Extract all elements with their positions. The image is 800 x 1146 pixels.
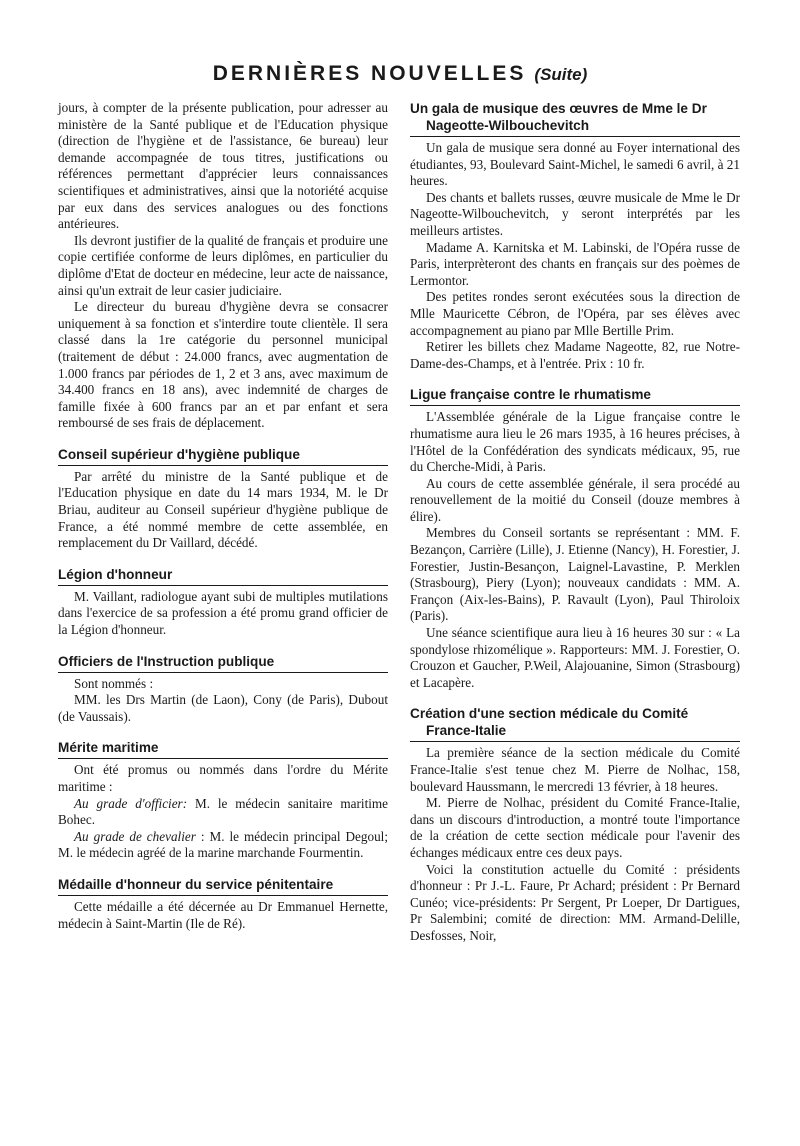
header-title: DERNIÈRES NOUVELLES: [212, 62, 527, 85]
section-title: Officiers de l'Instruction publique: [58, 653, 388, 673]
grade-label: Au grade d'officier:: [74, 795, 188, 811]
grade-label: Au grade de chevalier: [74, 828, 196, 844]
section-title: Légion d'honneur: [58, 566, 388, 586]
paragraph: Des chants et ballets russes, œuvre musicale de Mme le Dr Nageotte-Wilbouchevitch, y seront interprétés par les meilleurs artistes.: [410, 189, 740, 238]
paragraph: Ont été promus ou nommés dans l'ordre du Mérite maritime :: [58, 762, 388, 794]
section-title: Conseil supérieur d'hygiène publique: [58, 446, 388, 466]
section-title: Mérite maritime: [58, 739, 388, 759]
paragraph: L'Assemblée générale de la Ligue française contre le rhumatisme aura lieu le 26 mars 1935, à 16 heures précises, à l'Hôtel de la Confédération des syndicats médicaux, 95, rue du Cherche-Midi, à Paris.: [410, 409, 740, 475]
grade-text: : M. le médecin principal Degoul; M. le médecin agréé de la marine marchande Fourmentin.: [58, 828, 388, 861]
section-merite: [58, 739, 388, 862]
paragraph: Cette médaille a été décernée au Dr Emmanuel Hernette, médecin à Saint-Martin (Ile de Ré).: [58, 898, 388, 931]
paragraph: Membres du Conseil sortants se représentant : MM. F. Bezançon, Carrière (Lille), J. Etienne (Nancy), H. Forestier, J. Forestier, Justin-Besançon, Laignel-Lavastine, P. Merklen (Strasbourg), Piery (Lyon); nouveaux candidats : MM. A. Françon (Aix-les-Bains), P. Ravault (Lyon), Paul Thiroloix (Paris).: [410, 525, 740, 624]
section-title-line: Création d'une section médicale du Comité: [410, 706, 689, 722]
paragraph: [58, 829, 388, 862]
section-france-italie: [410, 705, 740, 944]
section-title: [410, 100, 740, 137]
right-column: [410, 100, 740, 945]
paragraph: Ils devront justifier de la qualité de français et produire une copie certifiée conforme de leurs diplômes, en particulier du diplôme d'Etat de docteur en médecine, leur acte de naissance, ainsi qu'un extrait de leur casier judiciaire.: [58, 232, 388, 298]
section-title: Médaille d'honneur du service pénitentaire: [58, 876, 388, 896]
paragraph: Sont nommés :: [74, 675, 154, 691]
section-ligue: [410, 386, 740, 691]
header-suite: (Suite): [534, 65, 588, 84]
page-header: [0, 62, 800, 86]
paragraph: Madame A. Karnitska et M. Labinski, de l'Opéra russe de Paris, interprèteront des chants en français sur des poèmes de Lermontor.: [410, 239, 740, 288]
section-conseil: [58, 446, 388, 552]
paragraph: MM. les Drs Martin (de Laon), Cony (de Paris), Dubout (de Vaussais).: [58, 692, 388, 724]
grade-text: M. le médecin sanitaire maritime Bohec.: [58, 795, 389, 828]
paragraph: M. Pierre de Nolhac, président du Comité France-Italie, dans un discours d'introduction, a montré toute l'importance de la création de cette section médicale pour l'avenir des échanges médicaux entre ces deux pays.: [410, 795, 740, 860]
section-legion: [58, 566, 388, 639]
paragraph: Par arrêté du ministre de la Santé publique et de l'Education physique en date du 14 mars 1934, M. le Dr Briau, auditeur au Conseil supérieur d'hygiène publique de France, a été nommé membre de cette assemblée, en remplacement du Dr Vaillard, décédé.: [58, 468, 388, 551]
paragraph: [58, 796, 388, 829]
section-title: [410, 705, 740, 742]
section-title-line: France-Italie: [426, 723, 507, 739]
section-instruction: [58, 653, 388, 726]
paragraph: Le directeur du bureau d'hygiène devra se consacrer uniquement à sa fonction et s'interdire toute clientèle. Il sera classé dans la 1re catégorie du personnel municipal (traitement de début : 24.000 francs, avec augmentation de 1.000 francs par périodes de 1, 2 et 3 ans, avec maximum de 34.400 francs en 18 ans), avec indemnité de charges de famille fixée à 600 francs par an et par enfant et sera remboursé de ses frais de déplacement.: [58, 299, 388, 431]
left-column: [58, 100, 388, 932]
section-title-line: Nageotte-Wilbouchevitch: [426, 118, 590, 133]
paragraph: Des petites rondes seront exécutées sous la direction de Mlle Mauricette Cébron, de l'Opéra, par ses élèves avec accompagnement au piano par Mlle Bertille Prim.: [410, 289, 740, 338]
paragraph: Une séance scientifique aura lieu à 16 heures 30 sur : « La spondylose rhizomélique ». Rapporteurs: MM. J. Forestier, O. Crouzon et Gaucher, P.Weil, Alajouanine, Simon (Strasbourg) et Lacapère.: [410, 625, 740, 690]
paragraph: jours, à compter de la présente publication, pour adresser au ministère de la Santé publique et de l'Education physique (direction de l'hygiène et de l'assistance, 6e bureau) leur demande accompagnée de tous titres, justifications ou références permettant d'apprécier leurs connaissances scientifiques et administratives, ainsi que la notoriété acquise par eux dans des services analogues ou des fonctions antérieures.: [58, 100, 388, 232]
paragraph: Voici la constitution actuelle du Comité : présidents d'honneur : Pr J.-L. Faure, Pr Achard; président : Pr Bernard Cunéo; vice-présidents: Pr Sergent, Pr Loeper, Dr Dartigues, Pr Salembini; comité de direction: MM. Armand-Delille, Desfosses, Noir,: [410, 861, 740, 943]
paragraph: Un gala de musique sera donné au Foyer international des étudiantes, 93, Boulevard Saint-Michel, le samedi 6 avril, à 21 heures.: [410, 140, 740, 189]
section-gala: [410, 100, 740, 372]
paragraph: M. Vaillant, radiologue ayant subi de multiples mutilations dans l'exercice de sa profession a été promu grand officier de la Légion d'honneur.: [58, 588, 388, 638]
paragraph: Retirer les billets chez Madame Nageotte, 82, rue Notre-Dame-des-Champs, et à l'entrée. Prix : 10 fr.: [410, 339, 740, 371]
paragraph: Au cours de cette assemblée générale, il sera procédé au renouvellement de la moitié du Conseil (douze membres à élire).: [410, 475, 740, 524]
section-medaille: [58, 876, 388, 932]
paragraph: La première séance de la section médicale du Comité France-Italie s'est tenue chez M. Pierre de Nolhac, 158, boulevard Haussmann, le mercredi 13 février, à 18 heures.: [410, 745, 740, 794]
section-title-line: Un gala de musique des œuvres de Mme le Dr: [410, 101, 707, 116]
section-title: Ligue française contre le rhumatisme: [410, 386, 740, 406]
